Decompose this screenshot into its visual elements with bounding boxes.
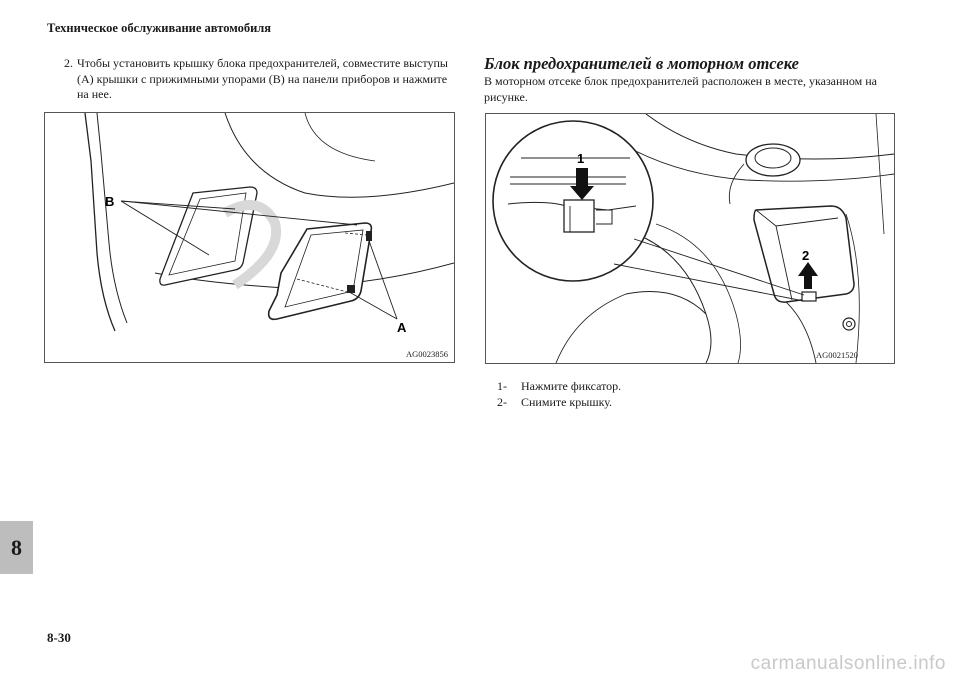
- fuse-cover-illustration: [45, 113, 454, 362]
- label-2: 2: [802, 248, 810, 263]
- legend-item: [497, 379, 621, 395]
- legend-number: 2-: [497, 394, 507, 409]
- legend-item: [497, 395, 621, 411]
- figure-code: AG0023856: [405, 349, 448, 359]
- label-a: A: [397, 320, 407, 335]
- section-body: В моторном отсеке блок предохранителей расположен в месте, указанном на рисунке.: [484, 74, 877, 104]
- header-title: Техническое обслуживание автомобиля: [47, 21, 272, 35]
- chapter-tab: 8: [0, 521, 33, 574]
- figure-legend: [497, 379, 621, 410]
- legend-text: Снимите крышку.: [521, 394, 613, 409]
- engine-bay-illustration: [486, 114, 894, 363]
- engine-fuse-box-figure: [485, 113, 895, 364]
- step-number: 2.: [64, 56, 73, 70]
- step-text: Чтобы установить крышку блока предохранителей, совместите выступы (A) крышки с прижимными упорами (B) на панели приборов и нажмите на нее.: [77, 56, 448, 101]
- page-number: 8-30: [47, 630, 71, 645]
- watermark: carmanualsonline.info: [750, 653, 946, 674]
- instruction-step: [64, 56, 454, 103]
- figure-code: AG0021520: [815, 350, 858, 360]
- legend-text: Нажмите фиксатор.: [521, 379, 622, 393]
- fuse-cover-figure: [44, 112, 455, 363]
- legend-number: 1-: [497, 379, 507, 393]
- label-1: 1: [577, 151, 585, 166]
- label-b: B: [105, 194, 115, 209]
- section-heading: Блок предохранителей в моторном отсеке: [484, 54, 799, 73]
